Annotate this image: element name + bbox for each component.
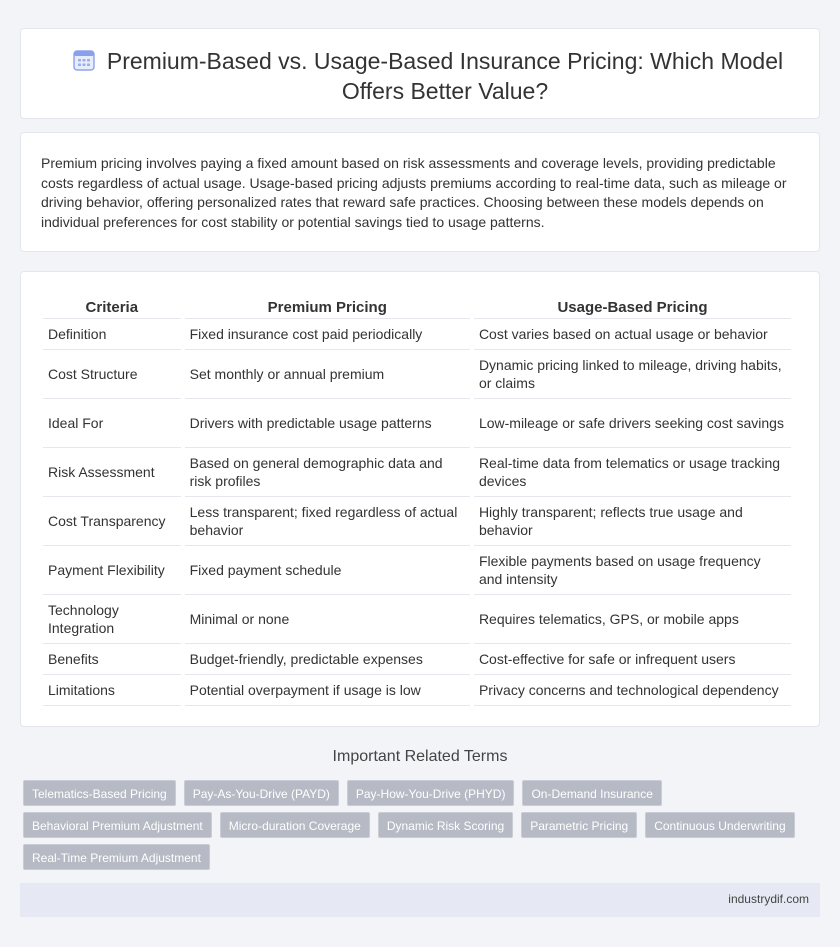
related-term-tag[interactable]: Dynamic Risk Scoring	[378, 812, 513, 838]
cell-criteria: Risk Assessment	[43, 448, 181, 497]
footer-site-link[interactable]: industrydif.com	[728, 892, 809, 906]
cell-premium: Budget-friendly, predictable expenses	[185, 644, 470, 675]
cell-criteria: Cost Structure	[43, 350, 181, 399]
table-row	[43, 399, 791, 448]
related-term-tag[interactable]: Micro-duration Coverage	[220, 812, 370, 838]
cell-premium: Fixed payment schedule	[185, 546, 470, 595]
related-term-tag[interactable]: Telematics-Based Pricing	[23, 780, 176, 806]
cell-criteria: Benefits	[43, 644, 181, 675]
table-row	[43, 595, 791, 644]
related-terms-list	[23, 780, 823, 876]
table-row	[43, 644, 791, 675]
column-header-criteria: Criteria	[43, 295, 181, 319]
cell-premium: Fixed insurance cost paid periodically	[185, 319, 470, 350]
table-row	[43, 546, 791, 595]
cell-usage: Low-mileage or safe drivers seeking cost savings	[474, 399, 791, 448]
related-term-tag[interactable]: On-Demand Insurance	[522, 780, 661, 806]
table-row	[43, 448, 791, 497]
related-terms-heading: Important Related Terms	[332, 748, 508, 765]
intro-paragraph: Premium pricing involves paying a fixed amount based on risk assessments and coverage levels, providing predictable costs regardless of actual usage. Usage-based pricing adjusts premiums according to real-time data, such as mileage or driving behavior, offering personalized rates that reward safe practices. Choosing between these models depends on individual preferences for cost stability or potential savings tied to usage patterns.	[41, 155, 787, 230]
cell-usage: Privacy concerns and technological dependency	[474, 675, 791, 706]
comparison-card	[20, 271, 820, 727]
cell-criteria: Ideal For	[43, 399, 181, 448]
cell-usage: Cost varies based on actual usage or behavior	[474, 319, 791, 350]
cell-usage: Dynamic pricing linked to mileage, driving habits, or claims	[474, 350, 791, 399]
cell-usage: Requires telematics, GPS, or mobile apps	[474, 595, 791, 644]
intro-card	[20, 132, 820, 252]
cell-criteria: Technology Integration	[43, 595, 181, 644]
cell-premium: Drivers with predictable usage patterns	[185, 399, 470, 448]
related-term-tag[interactable]: Continuous Underwriting	[645, 812, 794, 838]
cell-usage: Cost-effective for safe or infrequent users	[474, 644, 791, 675]
cell-usage: Flexible payments based on usage frequency and intensity	[474, 546, 791, 595]
cell-criteria: Cost Transparency	[43, 497, 181, 546]
cell-criteria: Definition	[43, 319, 181, 350]
related-term-tag[interactable]: Pay-As-You-Drive (PAYD)	[184, 780, 339, 806]
footer	[20, 883, 820, 917]
header-card	[20, 28, 820, 119]
table-row	[43, 319, 791, 350]
cell-premium: Potential overpayment if usage is low	[185, 675, 470, 706]
related-term-tag[interactable]: Pay-How-You-Drive (PHYD)	[347, 780, 515, 806]
related-term-tag[interactable]: Behavioral Premium Adjustment	[23, 812, 212, 838]
related-term-tag[interactable]: Parametric Pricing	[521, 812, 637, 838]
cell-premium: Less transparent; fixed regardless of actual behavior	[185, 497, 470, 546]
cell-usage: Highly transparent; reflects true usage and behavior	[474, 497, 791, 546]
cell-premium: Minimal or none	[185, 595, 470, 644]
cell-premium: Set monthly or annual premium	[185, 350, 470, 399]
comparison-table	[39, 295, 795, 706]
cell-criteria: Limitations	[43, 675, 181, 706]
table-row	[43, 497, 791, 546]
page-title: Premium-Based vs. Usage-Based Insurance Pricing: Which Model Offers Better Value?	[106, 48, 784, 104]
related-term-tag[interactable]: Real-Time Premium Adjustment	[23, 844, 210, 870]
column-header-premium: Premium Pricing	[185, 295, 470, 319]
cell-criteria: Payment Flexibility	[43, 546, 181, 595]
column-header-usage: Usage-Based Pricing	[474, 295, 791, 319]
table-header-row	[43, 295, 791, 319]
cell-usage: Real-time data from telematics or usage tracking devices	[474, 448, 791, 497]
cell-premium: Based on general demographic data and risk profiles	[185, 448, 470, 497]
table-row	[43, 675, 791, 706]
table-row	[43, 350, 791, 399]
